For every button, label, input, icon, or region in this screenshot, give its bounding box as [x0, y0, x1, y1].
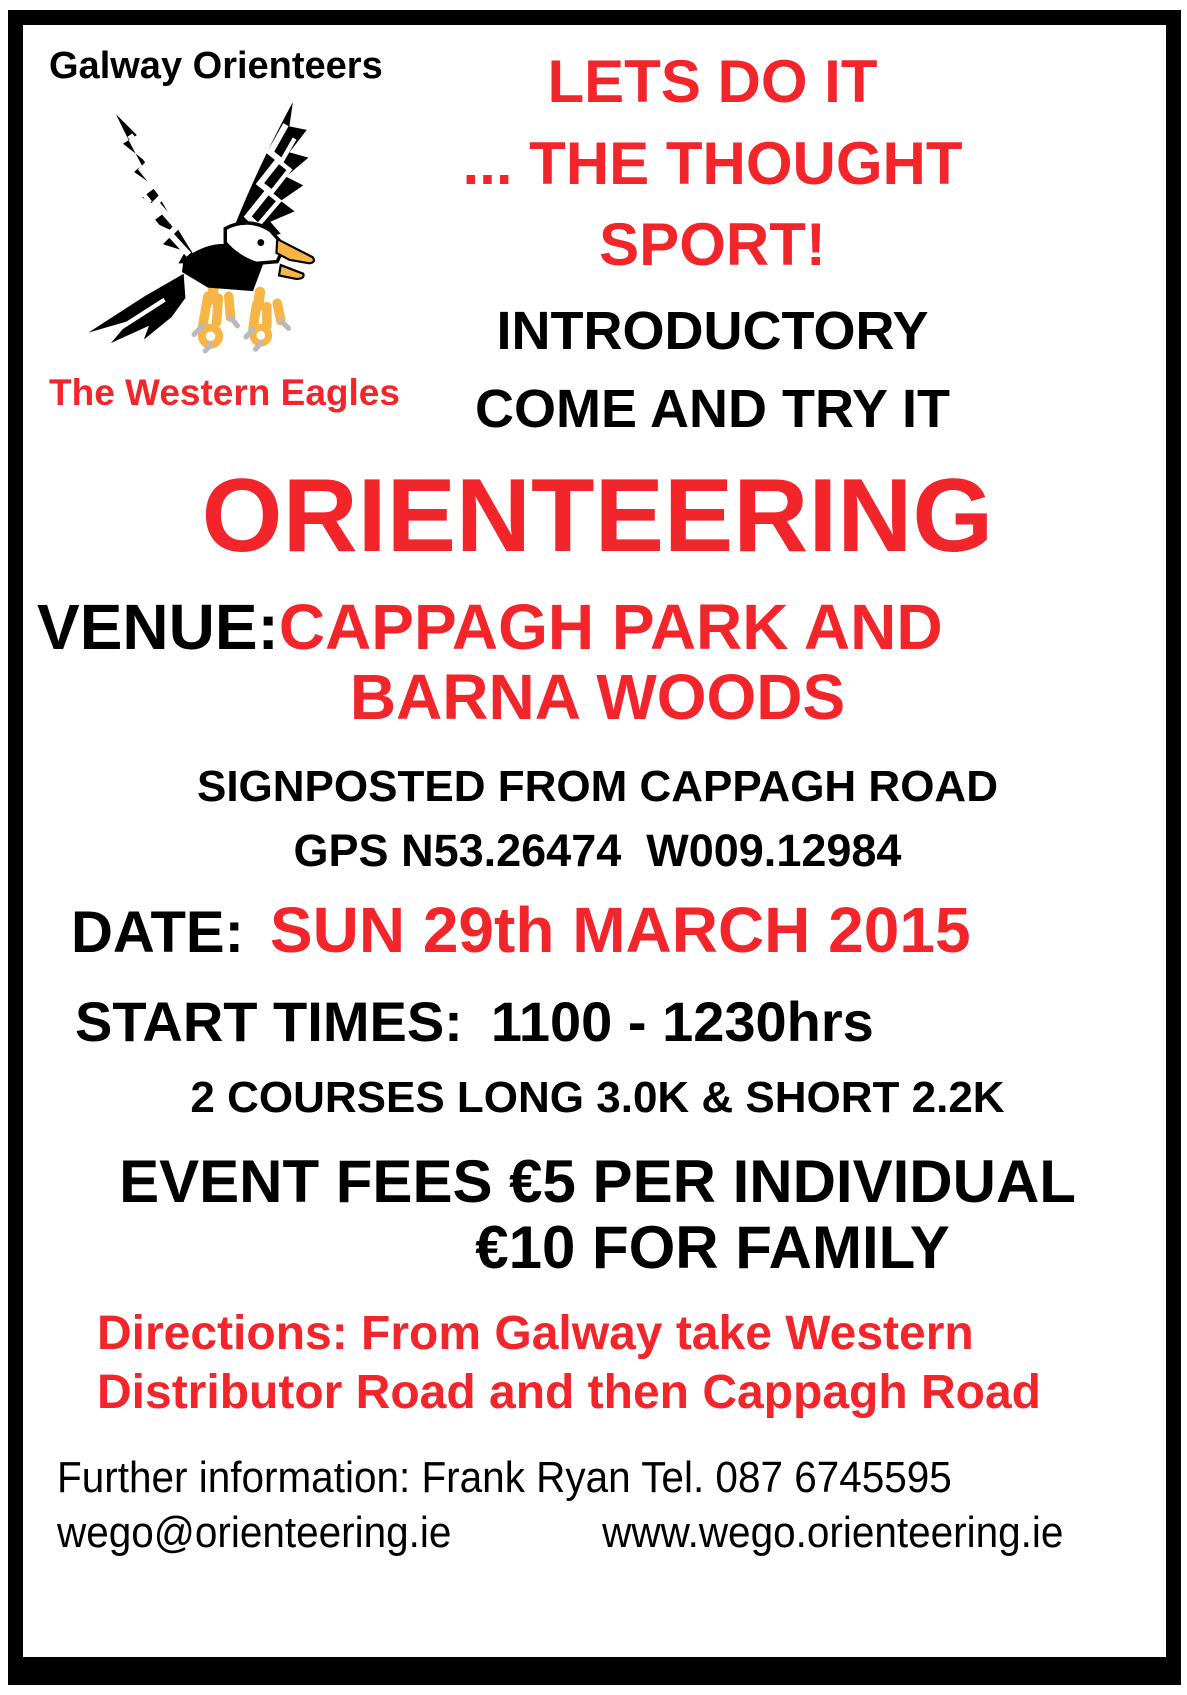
date-line — [37, 895, 1158, 967]
intro-line-1: INTRODUCTORY — [496, 300, 929, 361]
venue-name-line2: BARNA WOODS — [349, 660, 846, 733]
venue-name-line1: CAPPAGH PARK AND — [278, 590, 943, 663]
directions-block — [37, 1305, 1158, 1422]
page-title: ORIENTEERING — [201, 458, 994, 575]
start-times-line — [37, 990, 1158, 1054]
fees-line-2: €10 FOR FAMILY — [475, 1214, 950, 1282]
date-label: DATE: — [71, 899, 244, 965]
footer — [37, 1450, 1158, 1560]
start-times-label: START TIMES: — [75, 990, 463, 1054]
slogan-block — [387, 25, 1158, 448]
venue-line — [37, 592, 1158, 662]
fees-line-1: EVENT FEES €5 PER INDIVIDUAL — [119, 1148, 1076, 1216]
club-tagline: The Western Eagles — [49, 372, 400, 413]
website-address: www.wego.orienteering.ie — [601, 1508, 1063, 1558]
intro-line-2: COME AND TRY IT — [474, 379, 950, 440]
further-information-text: Further information: Frank Ryan Tel. 087 6745595 — [57, 1453, 952, 1503]
eagle-icon — [55, 90, 347, 376]
club-block — [37, 25, 400, 448]
western-eagles-eagle-logo — [55, 90, 387, 376]
poster-content — [23, 25, 1166, 1560]
directions-line-1: Directions: From Galway take Western — [97, 1307, 974, 1361]
gps-coordinates: GPS N53.26474 W009.12984 — [293, 824, 902, 876]
email-address: wego@orienteering.ie — [57, 1508, 452, 1558]
poster-frame — [8, 10, 1181, 1685]
header — [37, 25, 1158, 448]
venue-label: VENUE: — [37, 590, 279, 663]
date-value: SUN 29th MARCH 2015 — [269, 893, 971, 966]
slogan-line-1: LETS DO IT — [547, 48, 878, 115]
club-name: Galway Orienteers — [49, 45, 383, 87]
signposted-note: SIGNPOSTED FROM CAPPAGH ROAD — [196, 762, 998, 812]
further-information — [57, 1450, 1158, 1505]
slogan-line-3: SPORT! — [599, 211, 826, 279]
slogan-line-2: ... THE THOUGHT — [462, 129, 963, 197]
courses-line: 2 COURSES LONG 3.0K & SHORT 2.2K — [190, 1072, 1005, 1122]
start-times-value: 1100 - 1230hrs — [490, 990, 874, 1054]
directions-line-2: Distributor Road and then Cappagh Road — [97, 1365, 1041, 1419]
footer-contact-row — [57, 1505, 1158, 1560]
